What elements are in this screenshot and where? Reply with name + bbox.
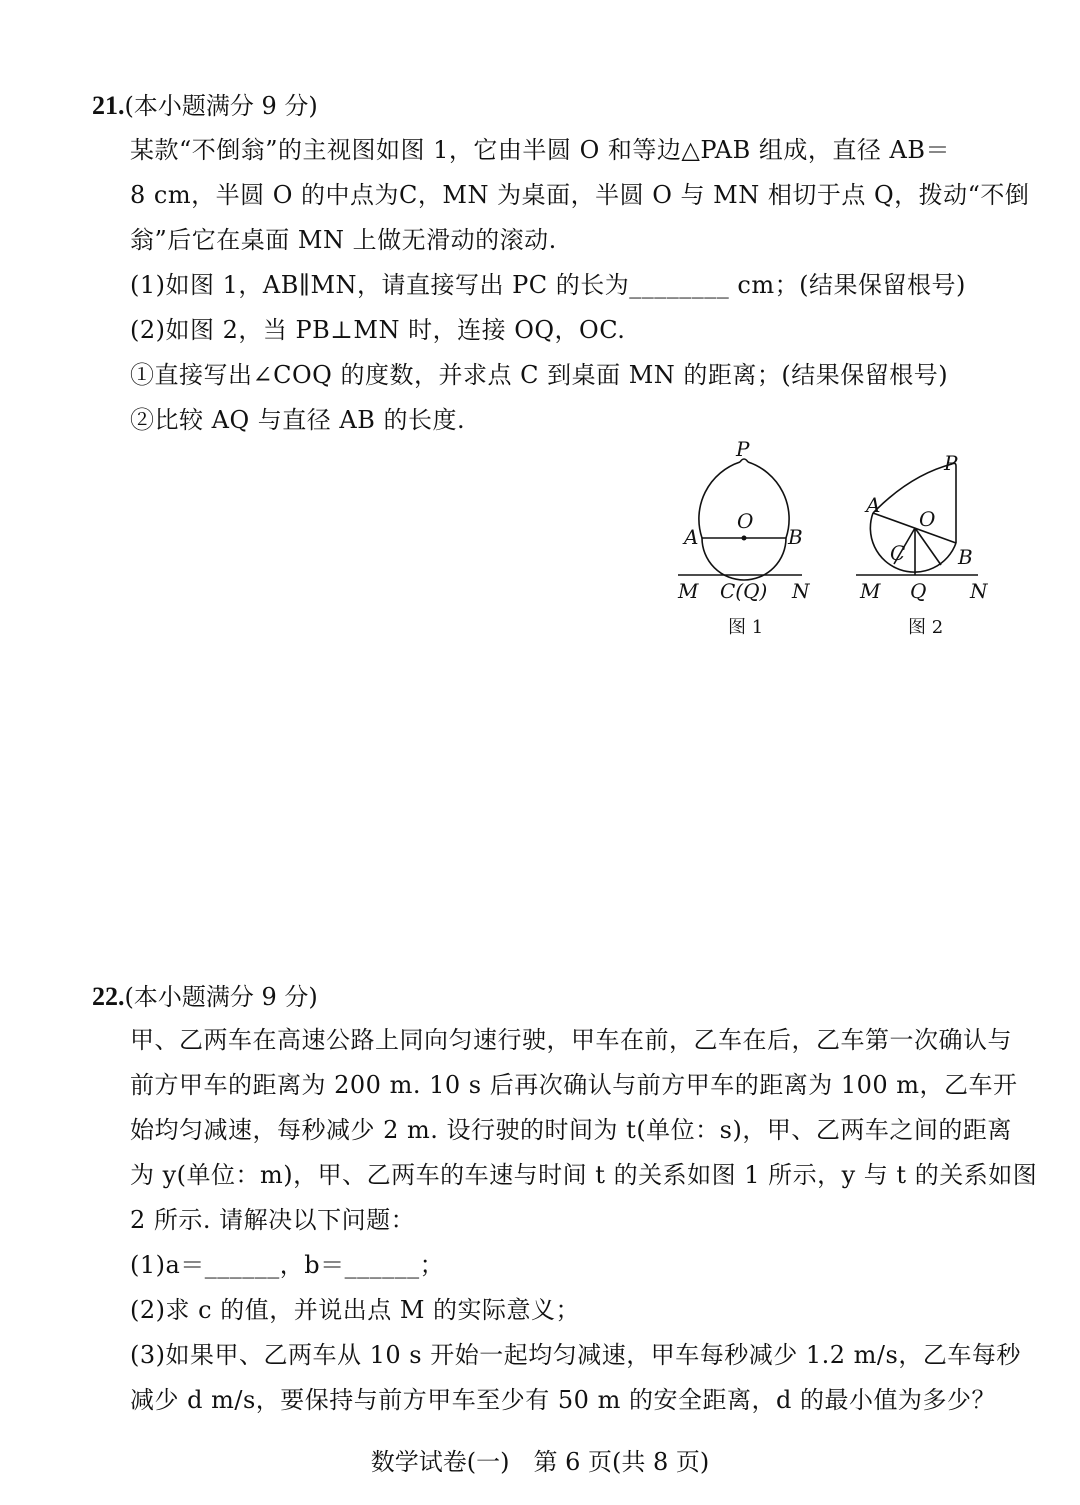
q21-line-1: 某款“不倒翁”的主视图如图 1，它由半圆 O 和等边△PAB 组成，直径 AB＝ — [130, 136, 950, 164]
fig2-label-m: M — [860, 579, 881, 603]
q22-line-6: (1)a＝______，b＝______； — [130, 1251, 445, 1279]
fig1-label-p: P — [736, 437, 750, 461]
fig1-side-pa — [699, 462, 740, 538]
fig2-label-p: P — [944, 451, 958, 475]
fig1-center-dot — [742, 536, 747, 541]
q22-number: 22. — [92, 982, 125, 1011]
fig2-caption: 图 2 — [908, 617, 944, 638]
fig2-side-pa — [873, 464, 952, 513]
fig2-label-n: N — [970, 579, 988, 603]
fig2-label-a: A — [866, 493, 881, 517]
q21-line-2: 8 cm，半圆 O 的中点为C，MN 为桌面，半圆 O 与 MN 相切于点 Q，拨动“不倒 — [130, 181, 1030, 209]
fig1-label-n: N — [792, 579, 810, 603]
q22-line-8: (3)如果甲、乙两车从 10 s 开始一起均匀减速，甲车每秒减少 1.2 m/s，乙车每秒 — [130, 1341, 1021, 1369]
fig2-label-q: Q — [910, 579, 927, 603]
fig1-label-cq: C(Q) — [720, 579, 768, 603]
q21-line-5: (2)如图 2，当 PB⊥MN 时，连接 OQ，OC. — [130, 316, 626, 344]
q22-line-9: 减少 d m/s，要保持与前方甲车至少有 50 m 的安全距离，d 的最小值为多少？ — [130, 1386, 996, 1414]
fig1-label-a: A — [684, 525, 699, 549]
fig1-side-pb — [748, 462, 789, 538]
q22-line-5: 2 所示. 请解决以下问题： — [130, 1206, 416, 1234]
q21-line-6: ①直接写出∠COQ 的度数，并求点 C 到桌面 MN 的距离；(结果保留根号) — [130, 361, 949, 389]
q21-header — [92, 86, 318, 121]
q22-line-4: 为 y(单位：m)，甲、乙两车的车速与时间 t 的关系如图 1 所示，y 与 t 的关系如图 — [130, 1161, 1038, 1189]
fig1-semicircle — [702, 538, 786, 580]
q22-line-1: 甲、乙两车在高速公路上同向匀速行驶，甲车在前，乙车在后，乙车第一次确认与 — [130, 1026, 1012, 1054]
fig2-label-o: O — [919, 507, 936, 531]
fig1-label-b: B — [788, 525, 803, 549]
q22-line-3: 始均匀减速，每秒减少 2 m. 设行驶的时间为 t(单位：s)，甲、乙两车之间的距离 — [130, 1116, 1012, 1144]
fig1-caption: 图 1 — [728, 617, 764, 638]
q21-number: 21. — [92, 91, 125, 120]
fig1-label-o: O — [737, 509, 754, 533]
q22-line-2: 前方甲车的距离为 200 m. 10 s 后再次确认与前方甲车的距离为 100 m，乙车开 — [130, 1071, 1018, 1099]
q21-line-7: ②比较 AQ 与直径 AB 的长度. — [130, 406, 466, 434]
q21-figures-svg — [660, 430, 1020, 660]
q21-figures — [660, 430, 1020, 660]
fig2-label-c: C — [890, 541, 906, 565]
fig2-semicircle — [870, 513, 956, 572]
q21-line-4: (1)如图 1，AB∥MN，请直接写出 PC 的长为________ cm；(结果保留根号) — [130, 271, 966, 299]
page-footer: 数学试卷(一) 第 6 页(共 8 页) — [370, 1448, 710, 1476]
fig2-label-b: B — [958, 545, 973, 569]
q21-line-3: 翁”后它在桌面 MN 上做无滑动的滚动. — [130, 226, 557, 254]
fig1-label-m: M — [678, 579, 699, 603]
q22-score: (本小题满分 9 分) — [124, 983, 318, 1011]
q22-header — [92, 977, 318, 1012]
q21-score: (本小题满分 9 分) — [124, 92, 318, 120]
q22-line-7: (2)求 c 的值，并说出点 M 的实际意义； — [130, 1296, 581, 1324]
